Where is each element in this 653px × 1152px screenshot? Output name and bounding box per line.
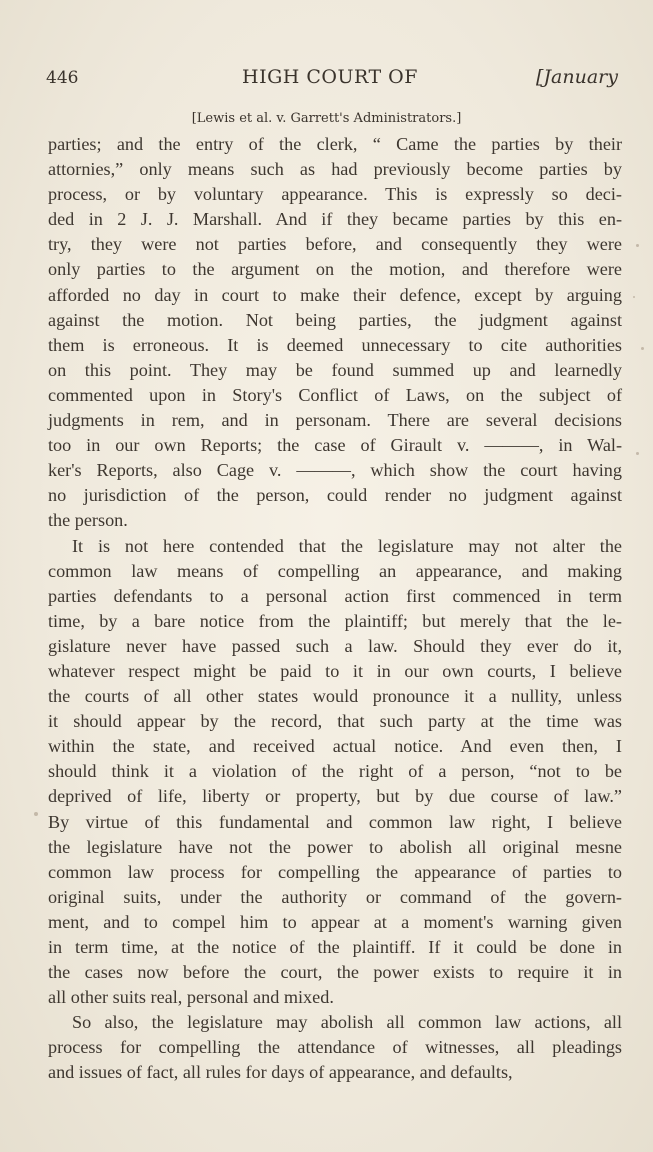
- text-line: gislature never have passed such a law. Should they ever do it,: [48, 635, 622, 656]
- text-line: process for compelling the attendance of witnesses, all pleadings: [48, 1037, 622, 1058]
- body-text: [48, 132, 622, 1086]
- text-line: the courts of all other states would pronounce it a nullity, unless: [48, 686, 622, 707]
- case-caption: [Lewis et al. v. Garrett's Administrators.]: [191, 111, 462, 126]
- text-line: So also, the legislature may abolish all common law actions, all: [72, 1012, 622, 1033]
- text-line: parties defendants to a personal action first commenced in term: [48, 585, 622, 606]
- text-line: deprived of life, liberty or property, but by due course of law.”: [48, 786, 622, 807]
- paper-spot: [641, 347, 644, 350]
- text-line: within the state, and received actual notice. And even then, I: [48, 736, 622, 757]
- text-line: parties; and the entry of the clerk, “ Came the parties by their: [48, 134, 622, 154]
- text-line: It is not here contended that the legislature may not alter the: [72, 535, 622, 556]
- text-line: process, or by voluntary appearance. This is expressly so deci-: [48, 184, 622, 205]
- text-line: the cases now before the court, the power exists to require it in: [48, 962, 622, 983]
- text-line: it should appear by the record, that such party at the time was: [48, 711, 622, 732]
- text-line: ment, and to compel him to appear at a moment's warning given: [48, 911, 622, 932]
- text-line: ded in 2 J. J. Marshall. And if they became parties by this en-: [48, 209, 622, 230]
- running-header: [46, 66, 618, 96]
- text-line: attornies,” only means such as had previously become parties by: [48, 159, 622, 180]
- text-line: on this point. They may be found summed up and learnedly: [48, 359, 622, 380]
- running-date: [January: [536, 66, 618, 88]
- text-line: should think it a violation of the right of a person, “not to be: [48, 761, 622, 782]
- text-line: ker's Reports, also Cage v. ———, which show the court having: [48, 460, 622, 481]
- text-line: against the motion. Not being parties, the judgment against: [48, 309, 622, 330]
- paper-spot: [636, 452, 639, 455]
- text-line: and issues of fact, all rules for days of appearance, and defaults,: [48, 1062, 513, 1083]
- text-line: commented upon in Story's Conflict of Laws, on the subject of: [48, 384, 622, 405]
- text-line: judgments in rem, and in personam. There are several decisions: [48, 410, 622, 431]
- text-line: original suits, under the authority or command of the govern-: [48, 886, 622, 907]
- text-line: try, they were not parties before, and consequently they were: [48, 234, 622, 255]
- text-line: all other suits real, personal and mixed.: [48, 987, 334, 1008]
- text-line: common law process for compelling the appearance of parties to: [48, 861, 622, 882]
- text-line: the person.: [48, 510, 128, 531]
- text-line: no jurisdiction of the person, could render no judgment against: [48, 485, 622, 506]
- text-line: By virtue of this fundamental and common law right, I believe: [48, 811, 622, 832]
- text-line: too in our own Reports; the case of Girault v. ———, in Wal-: [48, 435, 622, 456]
- text-line: the legislature have not the power to abolish all original mesne: [48, 836, 622, 857]
- text-line: only parties to the argument on the motion, and therefore were: [48, 259, 622, 280]
- page-number: 446: [46, 68, 79, 88]
- text-line: in term time, at the notice of the plaintiff. If it could be done in: [48, 937, 622, 957]
- text-line: common law means of compelling an appearance, and making: [48, 560, 622, 581]
- paper-spot: [636, 244, 639, 247]
- text-line: them is erroneous. It is deemed unnecessary to cite authorities: [48, 334, 622, 355]
- paper-spot: [34, 812, 38, 816]
- text-line: time, by a bare notice from the plaintiff; but merely that the le-: [48, 610, 622, 631]
- running-title: HIGH COURT OF: [242, 66, 418, 88]
- paper-spot: [633, 296, 635, 298]
- text-line: whatever respect might be paid to it in our own courts, I believe: [48, 660, 622, 681]
- text-line: afforded no day in court to make their defence, except by arguing: [48, 284, 622, 305]
